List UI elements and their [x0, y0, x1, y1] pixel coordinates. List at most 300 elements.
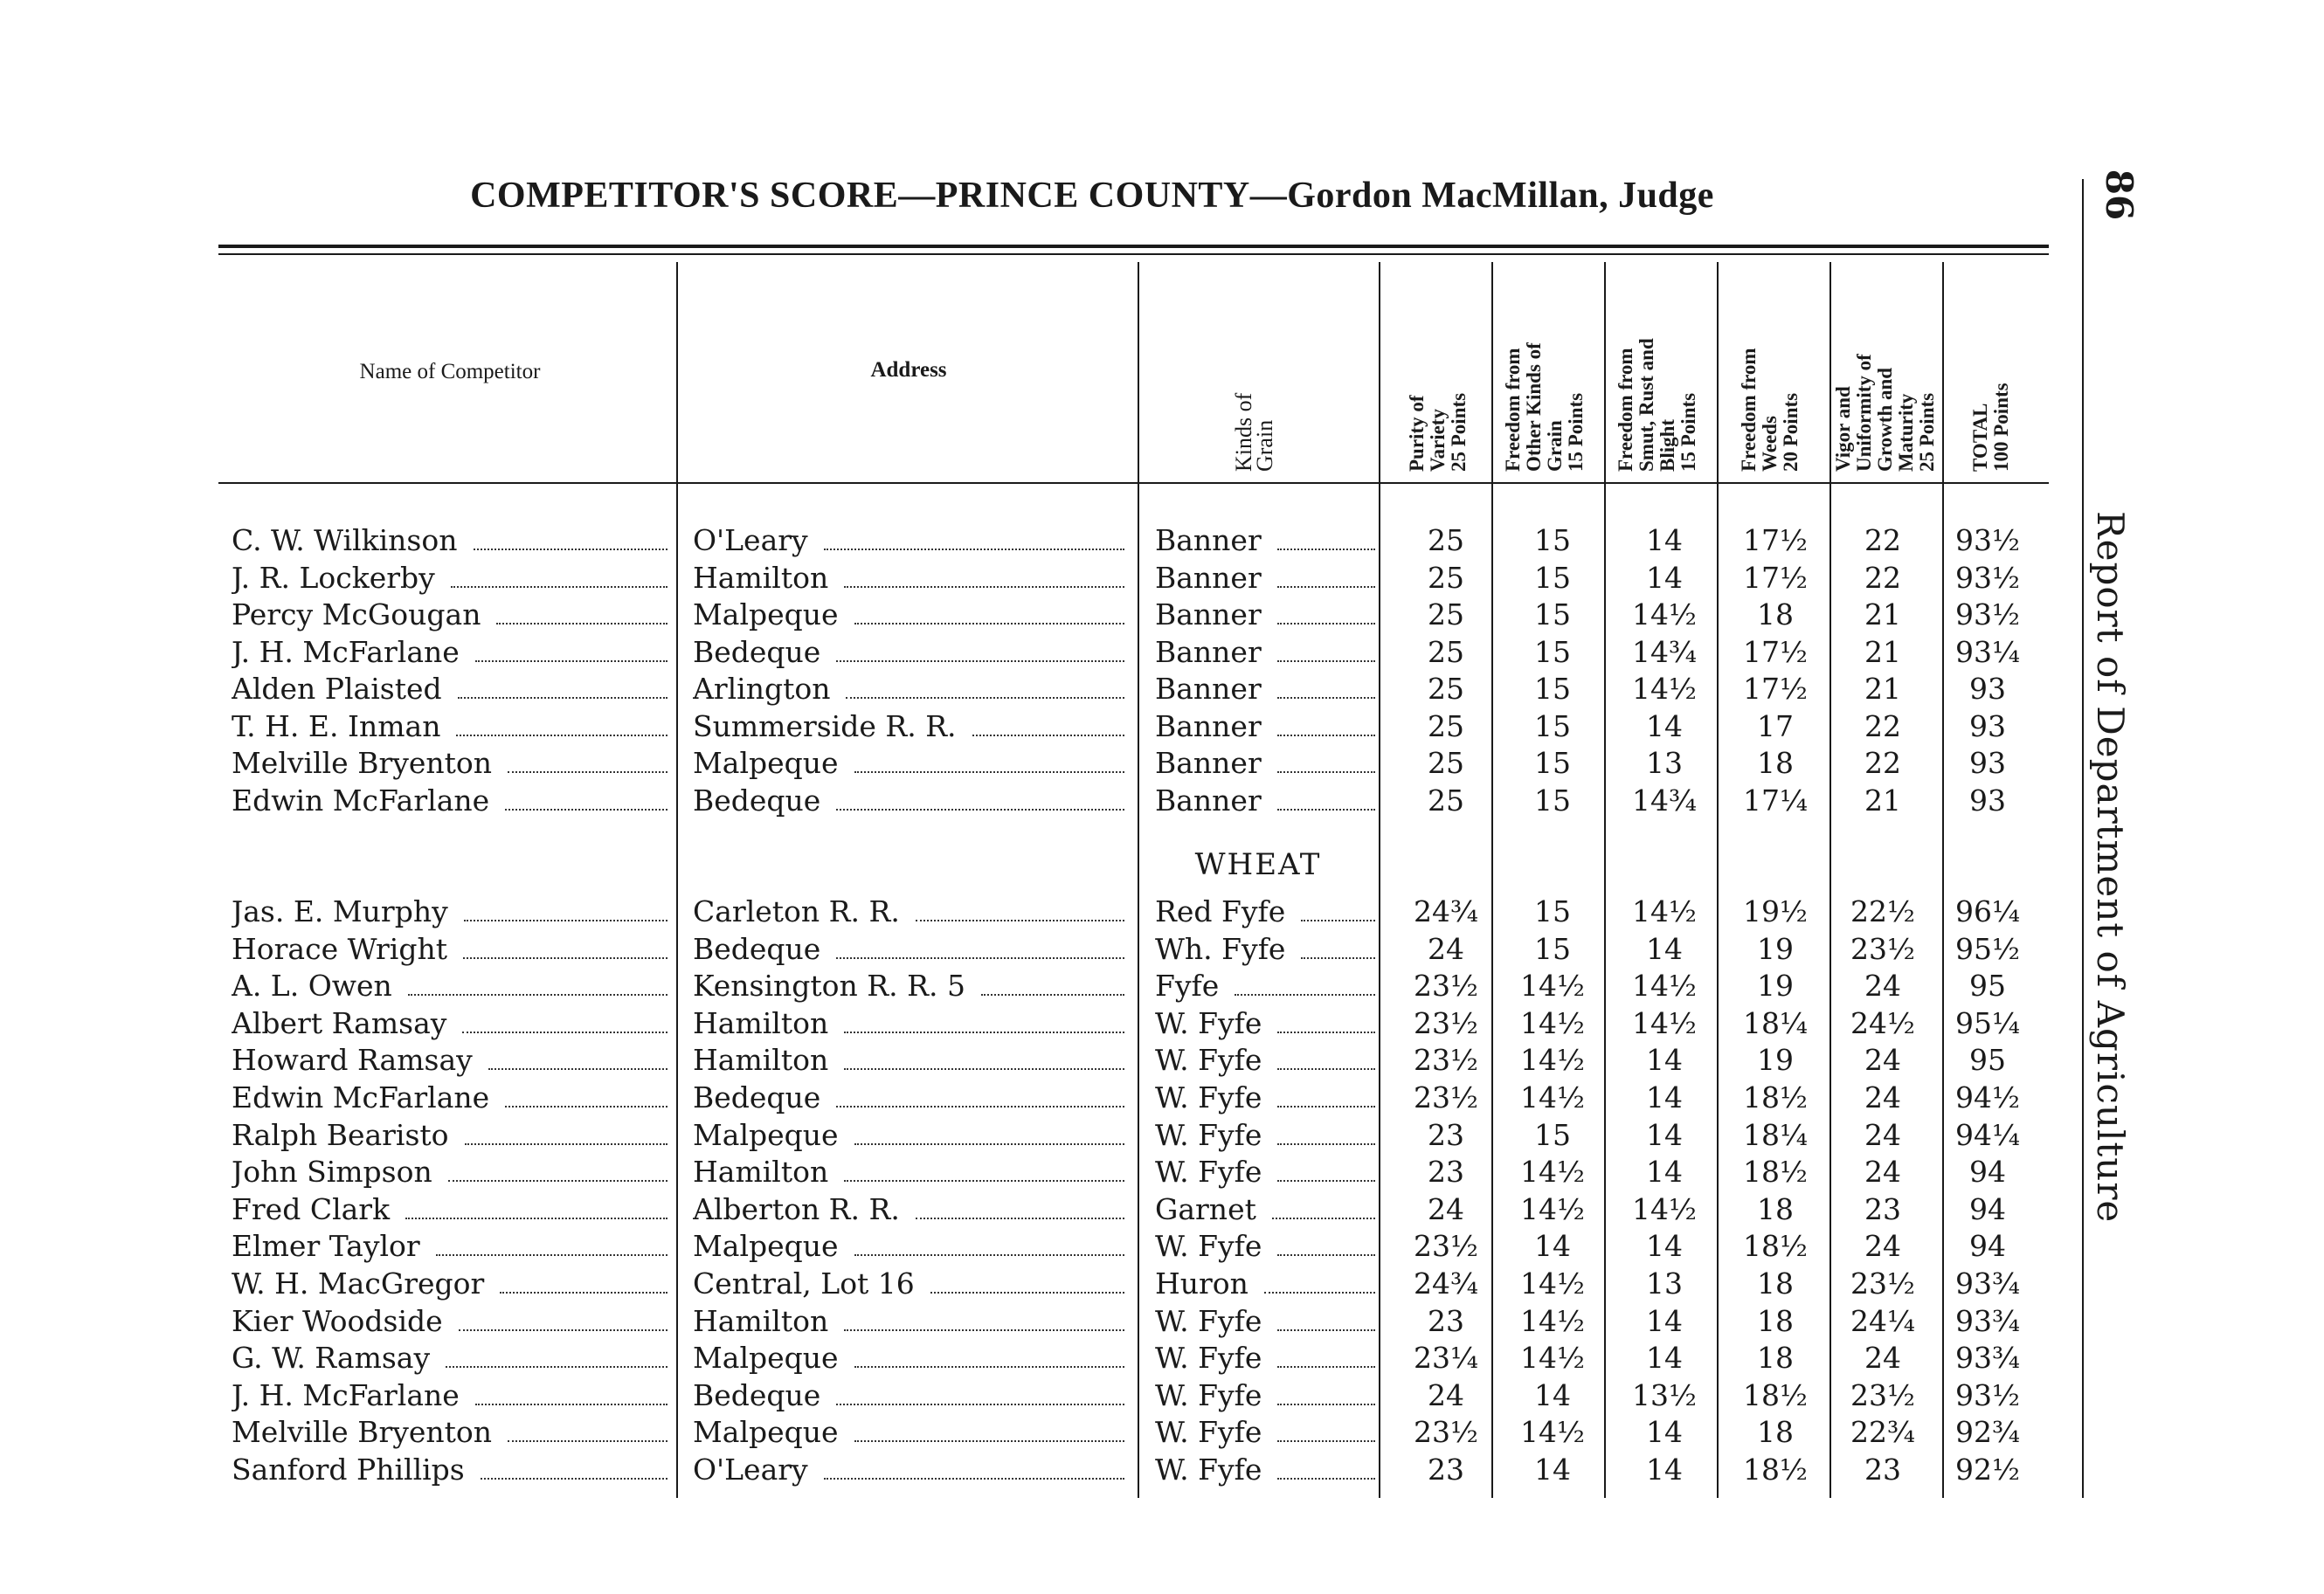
- competitor-name: [232, 597, 673, 633]
- smut-score: 14: [1646, 560, 1683, 595]
- dot-leader: [1272, 1191, 1375, 1219]
- total-score: 93¼: [1955, 634, 2020, 669]
- competitor-address: [693, 708, 1130, 745]
- total-score: 94¼: [1955, 1117, 2020, 1152]
- dot-leader: [459, 1303, 667, 1331]
- grain-kind: [1155, 634, 1380, 671]
- competitor-address-text: Alberton R. R.: [693, 1191, 900, 1226]
- competitor-address-text: O'Leary: [693, 523, 808, 557]
- dot-leader: [496, 597, 667, 624]
- table-row: [0, 1005, 2097, 1042]
- header-kinds: Kinds of Grain: [1231, 392, 1277, 472]
- dot-leader: [500, 1266, 667, 1294]
- weeds-score: 17: [1757, 708, 1794, 743]
- dot-leader: [505, 783, 667, 811]
- competitor-address-text: Malpeque: [693, 1415, 839, 1450]
- running-header: Report of Department of Agriculture: [2089, 511, 2132, 1224]
- dot-leader: [844, 1303, 1124, 1331]
- weeds-score: 18½: [1743, 1080, 1808, 1114]
- competitor-address: [693, 783, 1130, 819]
- competitor-name: [232, 1452, 673, 1488]
- competitor-name-text: Alden Plaisted: [232, 672, 442, 706]
- dot-leader: [446, 1340, 667, 1368]
- other-kinds-score: 15: [1534, 894, 1571, 928]
- other-kinds-score: 14½: [1520, 1043, 1585, 1078]
- dot-leader: [824, 1452, 1124, 1480]
- table-row: [0, 522, 2097, 559]
- weeds-score: 18: [1757, 1303, 1794, 1338]
- competitor-name-text: Edwin McFarlane: [232, 783, 490, 818]
- competitor-name-text: Sanford Phillips: [232, 1453, 465, 1487]
- table-row: [0, 1191, 2097, 1228]
- competitor-address: [693, 560, 1130, 597]
- vigor-score: 22: [1864, 523, 1901, 557]
- header-purity: Purity of Variety 25 Points: [1406, 392, 1470, 472]
- purity-score: 23½: [1414, 1005, 1478, 1040]
- total-score: 92¾: [1955, 1415, 2020, 1450]
- weeds-score: 17½: [1743, 560, 1808, 595]
- vigor-score: 24: [1864, 1341, 1901, 1376]
- competitor-name: [232, 1340, 673, 1377]
- header-total: TOTAL 100 Points: [1969, 383, 2012, 472]
- competitor-name: [232, 1228, 673, 1265]
- grain-kind: [1155, 1154, 1380, 1190]
- dot-leader: [854, 1414, 1124, 1442]
- smut-score: 14¾: [1632, 634, 1697, 669]
- purity-score: 24: [1428, 931, 1464, 966]
- total-score: 93½: [1955, 560, 2020, 595]
- competitor-name: [232, 1154, 673, 1190]
- competitor-address-text: Arlington: [693, 672, 831, 706]
- total-score: 94: [1969, 1229, 2006, 1264]
- vigor-score: 23½: [1850, 931, 1915, 966]
- dot-leader: [1235, 968, 1375, 996]
- dot-leader: [1277, 1117, 1375, 1145]
- weeds-score: 18: [1757, 1415, 1794, 1450]
- other-kinds-score: 14: [1534, 1229, 1571, 1264]
- page-title: COMPETITOR'S SCORE—PRINCE COUNTY—Gordon MacMillan, Judge: [470, 176, 1714, 216]
- competitor-address-text: Hamilton: [693, 1043, 829, 1078]
- dot-leader: [1277, 1042, 1375, 1070]
- dot-leader: [824, 522, 1124, 550]
- competitor-name-text: Melville Bryenton: [232, 1415, 493, 1450]
- table-row: [0, 1340, 2097, 1377]
- competitor-name-text: Edwin McFarlane: [232, 1080, 490, 1114]
- purity-score: 25: [1428, 746, 1464, 780]
- competitor-name-text: A. L. Owen: [232, 969, 392, 1004]
- weeds-score: 18: [1757, 597, 1794, 631]
- total-score: 93: [1969, 672, 2006, 706]
- dot-leader: [475, 634, 667, 662]
- competitor-name: [232, 1117, 673, 1154]
- purity-score: 23: [1428, 1155, 1464, 1190]
- purity-score: 25: [1428, 597, 1464, 631]
- vigor-score: 23½: [1850, 1266, 1915, 1301]
- dot-leader: [465, 1117, 667, 1145]
- competitor-name-text: W. H. MacGregor: [232, 1266, 485, 1301]
- total-score: 93¾: [1955, 1341, 2020, 1376]
- dot-leader: [1277, 560, 1375, 588]
- competitor-address: [693, 634, 1130, 671]
- vigor-score: 24: [1864, 1043, 1901, 1078]
- other-kinds-score: 14½: [1520, 1080, 1585, 1114]
- grain-kind-text: W. Fyfe: [1155, 1415, 1262, 1450]
- dot-leader: [1277, 1303, 1375, 1331]
- weeds-score: 18½: [1743, 1229, 1808, 1264]
- other-kinds-score: 15: [1534, 708, 1571, 743]
- dot-leader: [854, 1340, 1124, 1368]
- total-score: 94: [1969, 1155, 2006, 1190]
- competitor-name-text: Albert Ramsay: [232, 1005, 447, 1040]
- dot-leader: [844, 1042, 1124, 1070]
- vigor-score: 22: [1864, 746, 1901, 780]
- dot-leader: [916, 1191, 1124, 1219]
- table-row: [0, 783, 2097, 819]
- grain-kind-text: W. Fyfe: [1155, 1005, 1262, 1040]
- grain-kind: [1155, 671, 1380, 707]
- dot-leader: [1277, 522, 1375, 550]
- total-score: 95: [1969, 969, 2006, 1004]
- dot-leader: [448, 1154, 667, 1182]
- total-score: 95½: [1955, 931, 2020, 966]
- total-score: 93: [1969, 708, 2006, 743]
- weeds-score: 18: [1757, 1341, 1794, 1376]
- grain-kind: [1155, 597, 1380, 633]
- dot-leader: [844, 560, 1124, 588]
- dot-leader: [844, 1154, 1124, 1182]
- vigor-score: 21: [1864, 783, 1901, 818]
- table-row: [0, 560, 2097, 597]
- competitor-name-text: J. H. McFarlane: [232, 1377, 460, 1412]
- dot-leader: [505, 1080, 667, 1108]
- table-row: [0, 1154, 2097, 1190]
- competitor-name: [232, 968, 673, 1004]
- purity-score: 23¼: [1414, 1341, 1478, 1376]
- other-kinds-score: 15: [1534, 931, 1571, 966]
- competitor-name-text: John Simpson: [232, 1155, 432, 1190]
- grain-kind-text: W. Fyfe: [1155, 1377, 1262, 1412]
- competitor-name-text: Howard Ramsay: [232, 1043, 473, 1078]
- purity-score: 25: [1428, 560, 1464, 595]
- dot-leader: [405, 1191, 667, 1219]
- section-heading-wheat: WHEAT: [1194, 847, 1322, 882]
- smut-score: 14½: [1632, 969, 1697, 1004]
- competitor-name: [232, 1080, 673, 1116]
- weeds-score: 18: [1757, 746, 1794, 780]
- smut-score: 13½: [1632, 1377, 1697, 1412]
- dot-leader: [1277, 1340, 1375, 1368]
- table-row: [0, 968, 2097, 1004]
- other-kinds-score: 15: [1534, 597, 1571, 631]
- vigor-score: 22¾: [1850, 1415, 1915, 1450]
- grain-kind-text: Banner: [1155, 672, 1262, 706]
- other-kinds-score: 14: [1534, 1377, 1571, 1412]
- purity-score: 23: [1428, 1303, 1464, 1338]
- dot-leader: [972, 708, 1124, 736]
- competitor-name-text: Melville Bryenton: [232, 746, 493, 780]
- competitor-address-text: O'Leary: [693, 1453, 808, 1487]
- grain-kind: [1155, 1340, 1380, 1377]
- grain-kind-text: Garnet: [1155, 1191, 1256, 1226]
- dot-leader: [1277, 1228, 1375, 1256]
- weeds-score: 17½: [1743, 672, 1808, 706]
- smut-score: 14¾: [1632, 783, 1697, 818]
- competitor-address: [693, 522, 1130, 559]
- vigor-score: 23½: [1850, 1377, 1915, 1412]
- purity-score: 25: [1428, 634, 1464, 669]
- table-row: [0, 708, 2097, 745]
- total-score: 93½: [1955, 597, 2020, 631]
- grain-kind-text: W. Fyfe: [1155, 1155, 1262, 1190]
- competitor-address: [693, 1340, 1130, 1377]
- smut-score: 14: [1646, 523, 1683, 557]
- total-score: 93½: [1955, 523, 2020, 557]
- grain-kind: [1155, 931, 1380, 968]
- weeds-score: 18: [1757, 1266, 1794, 1301]
- grain-kind-text: W. Fyfe: [1155, 1043, 1262, 1078]
- other-kinds-score: 15: [1534, 783, 1571, 818]
- grain-kind-text: Fyfe: [1155, 969, 1220, 1004]
- vigor-score: 24: [1864, 1080, 1901, 1114]
- table-row: [0, 1266, 2097, 1302]
- smut-score: 14½: [1632, 672, 1697, 706]
- weeds-score: 18½: [1743, 1155, 1808, 1190]
- dot-leader: [854, 597, 1124, 624]
- competitor-name: [232, 1191, 673, 1228]
- grain-kind-text: Banner: [1155, 597, 1262, 631]
- other-kinds-score: 14½: [1520, 1005, 1585, 1040]
- dot-leader: [508, 1414, 667, 1442]
- dot-leader: [836, 634, 1124, 662]
- grain-kind: [1155, 1452, 1380, 1488]
- grain-kind: [1155, 1303, 1380, 1340]
- grain-kind-text: W. Fyfe: [1155, 1229, 1262, 1264]
- competitor-address-text: Malpeque: [693, 1117, 839, 1152]
- competitor-address: [693, 1042, 1130, 1079]
- dot-leader: [408, 968, 667, 996]
- vigor-score: 23: [1864, 1191, 1901, 1226]
- competitor-address-text: Kensington R. R. 5: [693, 969, 965, 1004]
- purity-score: 24: [1428, 1191, 1464, 1226]
- smut-score: 14: [1646, 1341, 1683, 1376]
- grain-kind: [1155, 894, 1380, 930]
- grain-kind: [1155, 745, 1380, 782]
- competitor-name-text: Ralph Bearisto: [232, 1117, 449, 1152]
- dot-leader: [1277, 1452, 1375, 1480]
- purity-score: 24¾: [1414, 1266, 1478, 1301]
- competitor-name-text: Fred Clark: [232, 1191, 391, 1226]
- competitor-name: [232, 1303, 673, 1340]
- purity-score: 23½: [1414, 1415, 1478, 1450]
- purity-score: 25: [1428, 672, 1464, 706]
- purity-score: 23: [1428, 1453, 1464, 1487]
- dot-leader: [1277, 597, 1375, 624]
- header-name: Name of Competitor: [359, 360, 541, 383]
- competitor-address: [693, 671, 1130, 707]
- total-score: 93: [1969, 746, 2006, 780]
- vigor-score: 21: [1864, 597, 1901, 631]
- vigor-score: 24: [1864, 969, 1901, 1004]
- competitor-address-text: Central, Lot 16: [693, 1266, 915, 1301]
- competitor-address-text: Hamilton: [693, 1005, 829, 1040]
- purity-score: 24¾: [1414, 894, 1478, 928]
- purity-score: 23½: [1414, 1229, 1478, 1264]
- competitor-address: [693, 1303, 1130, 1340]
- smut-score: 14: [1646, 931, 1683, 966]
- grain-kind-text: W. Fyfe: [1155, 1303, 1262, 1338]
- weeds-score: 17½: [1743, 634, 1808, 669]
- grain-kind: [1155, 1377, 1380, 1414]
- vigor-score: 24¼: [1850, 1303, 1915, 1338]
- competitor-address: [693, 894, 1130, 930]
- competitor-name-text: Kier Woodside: [232, 1303, 443, 1338]
- smut-score: 13: [1646, 746, 1683, 780]
- header-weeds: Freedom from Weeds 20 Points: [1738, 348, 1802, 472]
- smut-score: 14: [1646, 1080, 1683, 1114]
- grain-kind: [1155, 708, 1380, 745]
- total-score: 94½: [1955, 1080, 2020, 1114]
- smut-score: 14: [1646, 1453, 1683, 1487]
- dot-leader: [451, 560, 667, 588]
- table-row: [0, 1303, 2097, 1340]
- competitor-name-text: Percy McGougan: [232, 597, 481, 631]
- dot-leader: [981, 968, 1124, 996]
- purity-score: 23½: [1414, 1080, 1478, 1114]
- competitor-address-text: Malpeque: [693, 1341, 839, 1376]
- purity-score: 25: [1428, 783, 1464, 818]
- competitor-address-text: Summerside R. R.: [693, 708, 957, 743]
- purity-score: 23½: [1414, 969, 1478, 1004]
- table-row: [0, 1377, 2097, 1414]
- table-row: [0, 671, 2097, 707]
- competitor-name-text: J. H. McFarlane: [232, 634, 460, 669]
- competitor-name: [232, 708, 673, 745]
- grain-kind: [1155, 1005, 1380, 1042]
- total-score: 95¼: [1955, 1005, 2020, 1040]
- grain-kind: [1155, 1266, 1380, 1302]
- competitor-address-text: Hamilton: [693, 1155, 829, 1190]
- other-kinds-score: 14½: [1520, 1341, 1585, 1376]
- other-kinds-score: 14½: [1520, 969, 1585, 1004]
- other-kinds-score: 14½: [1520, 1303, 1585, 1338]
- dot-leader: [436, 1228, 667, 1256]
- grain-kind: [1155, 1228, 1380, 1265]
- competitor-address: [693, 968, 1130, 1004]
- vigor-score: 24: [1864, 1229, 1901, 1264]
- grain-kind-text: W. Fyfe: [1155, 1080, 1262, 1114]
- dot-leader: [1277, 1005, 1375, 1033]
- competitor-address: [693, 1414, 1130, 1451]
- competitor-name-text: G. W. Ramsay: [232, 1341, 431, 1376]
- top-rule-thin: [218, 253, 2049, 255]
- vigor-score: 21: [1864, 672, 1901, 706]
- dot-leader: [1277, 745, 1375, 773]
- competitor-name-text: Elmer Taylor: [232, 1229, 420, 1264]
- competitor-address: [693, 1228, 1130, 1265]
- weeds-score: 18½: [1743, 1453, 1808, 1487]
- dot-leader: [854, 1117, 1124, 1145]
- competitor-address-text: Bedeque: [693, 931, 821, 966]
- smut-score: 14½: [1632, 1191, 1697, 1226]
- dot-leader: [1301, 894, 1375, 921]
- vigor-score: 21: [1864, 634, 1901, 669]
- table-row: [0, 1228, 2097, 1265]
- other-kinds-score: 15: [1534, 746, 1571, 780]
- dot-leader: [481, 1452, 667, 1480]
- dot-leader: [836, 931, 1124, 959]
- competitor-name: [232, 1005, 673, 1042]
- table-row: [0, 1414, 2097, 1451]
- weeds-score: 18: [1757, 1191, 1794, 1226]
- total-score: 95: [1969, 1043, 2006, 1078]
- total-score: 94: [1969, 1191, 2006, 1226]
- weeds-score: 18¼: [1743, 1117, 1808, 1152]
- competitor-address: [693, 1080, 1130, 1116]
- competitor-address: [693, 745, 1130, 782]
- purity-score: 25: [1428, 708, 1464, 743]
- competitor-name: [232, 560, 673, 597]
- other-kinds-score: 15: [1534, 560, 1571, 595]
- weeds-score: 17½: [1743, 523, 1808, 557]
- dot-leader: [836, 1080, 1124, 1108]
- table-row: [0, 745, 2097, 782]
- grain-kind-text: Huron: [1155, 1266, 1248, 1301]
- dot-leader: [1277, 1154, 1375, 1182]
- vigor-score: 24: [1864, 1117, 1901, 1152]
- competitor-address-text: Carleton R. R.: [693, 894, 900, 928]
- smut-score: 14: [1646, 1117, 1683, 1152]
- table-row: [0, 634, 2097, 671]
- purity-score: 24: [1428, 1377, 1464, 1412]
- table-row: [0, 1452, 2097, 1488]
- page-number: 86: [2098, 169, 2141, 221]
- purity-score: 23½: [1414, 1043, 1478, 1078]
- competitor-address: [693, 1005, 1130, 1042]
- grain-kind: [1155, 1117, 1380, 1154]
- competitor-name: [232, 931, 673, 968]
- competitor-name: [232, 522, 673, 559]
- vigor-score: 22: [1864, 560, 1901, 595]
- other-kinds-score: 14½: [1520, 1155, 1585, 1190]
- competitor-address-text: Bedeque: [693, 634, 821, 669]
- dot-leader: [916, 894, 1124, 921]
- weeds-score: 19: [1757, 969, 1794, 1004]
- total-score: 92½: [1955, 1453, 2020, 1487]
- smut-score: 14: [1646, 708, 1683, 743]
- dot-leader: [844, 1005, 1124, 1033]
- competitor-name-text: J. R. Lockerby: [232, 560, 435, 595]
- grain-kind-text: Banner: [1155, 523, 1262, 557]
- dot-leader: [1277, 708, 1375, 736]
- table-row: [0, 597, 2097, 633]
- top-rule: [218, 245, 2049, 248]
- dot-leader: [1277, 1080, 1375, 1108]
- weeds-score: 18½: [1743, 1377, 1808, 1412]
- grain-kind-text: Banner: [1155, 783, 1262, 818]
- competitor-address-text: Hamilton: [693, 560, 829, 595]
- dot-leader: [508, 745, 667, 773]
- dot-leader: [1301, 931, 1375, 959]
- header-smut: Freedom from Smut, Rust and Blight 15 Points: [1615, 338, 1699, 472]
- grain-kind-text: Banner: [1155, 708, 1262, 743]
- grain-kind: [1155, 1080, 1380, 1116]
- header-other-kinds: Freedom from Other Kinds of Grain 15 Points: [1502, 342, 1587, 472]
- competitor-address-text: Malpeque: [693, 746, 839, 780]
- other-kinds-score: 15: [1534, 523, 1571, 557]
- vigor-score: 23: [1864, 1453, 1901, 1487]
- dot-leader: [930, 1266, 1124, 1294]
- smut-score: 14½: [1632, 894, 1697, 928]
